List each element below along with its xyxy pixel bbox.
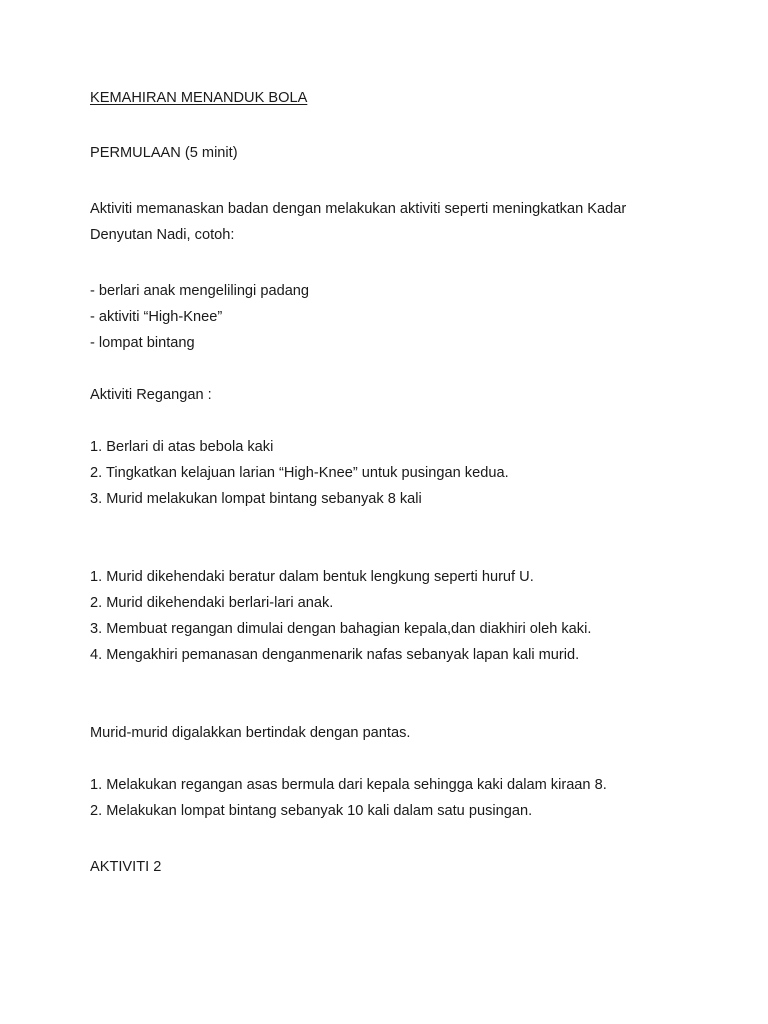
regangan-list-item: 3. Murid melakukan lompat bintang sebanyak 8 kali — [90, 491, 422, 507]
section-heading-permulaan: PERMULAAN (5 minit) — [90, 145, 238, 161]
regangan-list-item: 1. Berlari di atas bebola kaki — [90, 439, 274, 455]
document-title: KEMAHIRAN MENANDUK BOLA — [90, 90, 308, 106]
aktiviti-2-heading: AKTIVITI 2 — [90, 859, 162, 875]
intro-paragraph-line-1: Aktiviti memanaskan badan dengan melakukan aktiviti seperti meningkatkan Kadar — [90, 201, 627, 217]
pantas-heading: Murid-murid digalakkan bertindak dengan pantas. — [90, 725, 411, 741]
warmup-list-item: - berlari anak mengelilingi padang — [90, 283, 310, 299]
regangan-heading: Aktiviti Regangan : — [90, 387, 212, 403]
murid-list-item: 1. Murid dikehendaki beratur dalam bentuk lengkung seperti huruf U. — [90, 569, 534, 585]
murid-list-item: 2. Murid dikehendaki berlari-lari anak. — [90, 595, 334, 611]
regangan-list-item: 2. Tingkatkan kelajuan larian “High-Knee” untuk pusingan kedua. — [90, 465, 509, 481]
pantas-list-item: 1. Melakukan regangan asas bermula dari kepala sehingga kaki dalam kiraan 8. — [90, 777, 607, 793]
pantas-list-item: 2. Melakukan lompat bintang sebanyak 10 kali dalam satu pusingan. — [90, 803, 533, 819]
warmup-list-item: - lompat bintang — [90, 335, 195, 351]
murid-list-item: 4. Mengakhiri pemanasan denganmenarik nafas sebanyak lapan kali murid. — [90, 647, 580, 663]
warmup-list-item: - aktiviti “High-Knee” — [90, 309, 223, 325]
murid-list-item: 3. Membuat regangan dimulai dengan bahagian kepala,dan diakhiri oleh kaki. — [90, 621, 592, 637]
intro-paragraph-line-2: Denyutan Nadi, cotoh: — [90, 227, 235, 243]
